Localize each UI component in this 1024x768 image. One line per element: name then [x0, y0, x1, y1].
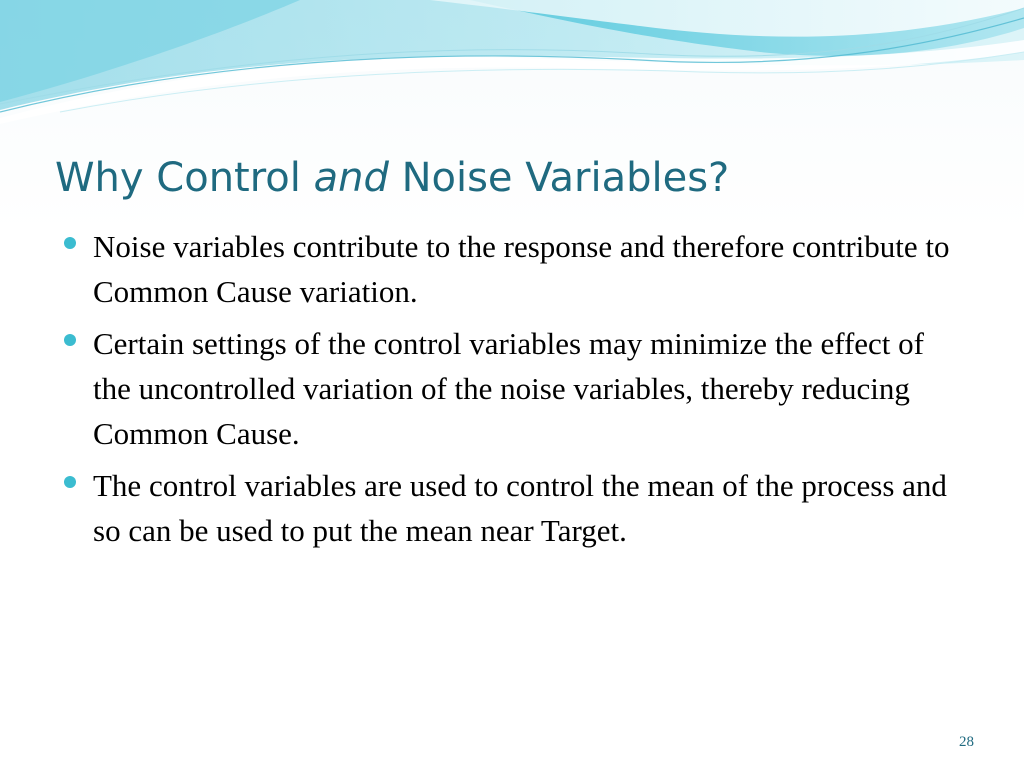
slide-title: [55, 148, 729, 208]
filled-circle-icon: [64, 476, 76, 488]
page-number: 28: [959, 734, 974, 750]
filled-circle-icon: [64, 334, 76, 346]
wave-banner-decoration: [0, 0, 1024, 130]
title-text-after: Noise Variables?: [388, 155, 730, 201]
bullet-item: [62, 224, 962, 314]
title-text-before: Why Control: [55, 155, 314, 201]
bullet-text: Noise variables contribute to the response and therefore contribute to Common Cause variation.: [93, 229, 950, 309]
bullet-text: Certain settings of the control variables may minimize the effect of the uncontrolled variation of the noise variables, thereby reducing Common Cause.: [93, 326, 924, 451]
filled-circle-icon: [64, 237, 76, 249]
bullet-list: [62, 224, 962, 560]
bullet-item: [62, 463, 962, 553]
bullet-text: The control variables are used to control the mean of the process and so can be used to put the mean near Target.: [93, 468, 947, 548]
title-text-emphasis: and: [313, 155, 389, 201]
bullet-item: [62, 321, 962, 456]
